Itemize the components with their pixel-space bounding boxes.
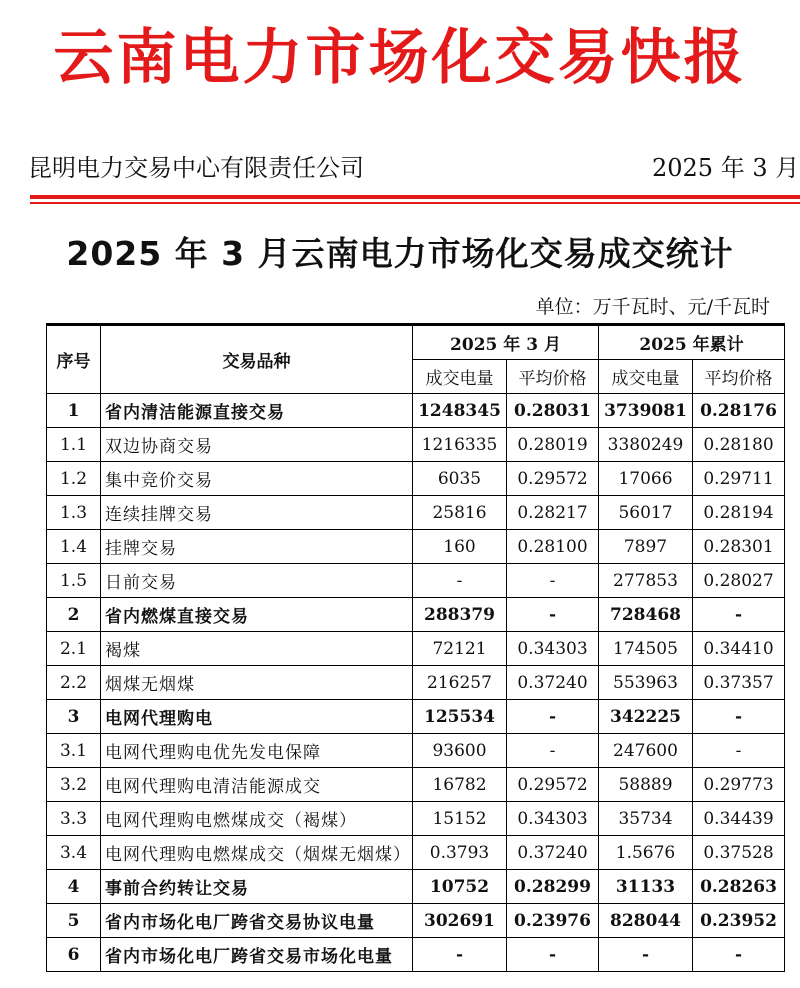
- statistics-table: [46, 323, 785, 972]
- row-name: 电网代理购电燃煤成交（褐煤）: [101, 802, 413, 836]
- row-name: 省内燃煤直接交易: [101, 598, 413, 632]
- row-month-price: 0.34303: [507, 802, 599, 836]
- row-month-volume: 15152: [413, 802, 507, 836]
- header-month-volume: 成交电量: [413, 360, 507, 394]
- row-month-volume: 125534: [413, 700, 507, 734]
- row-ytd-price: 0.28027: [693, 564, 785, 598]
- row-name: 连续挂牌交易: [101, 496, 413, 530]
- row-seq: 1: [47, 394, 101, 428]
- issue-date: 2025 年 3 月: [652, 154, 800, 182]
- header-rule-thin: [30, 202, 800, 204]
- row-seq: 3.4: [47, 836, 101, 870]
- row-name: 褐煤: [101, 632, 413, 666]
- row-name: 省内清洁能源直接交易: [101, 394, 413, 428]
- table-row: [47, 462, 785, 496]
- row-ytd-price: 0.29773: [693, 768, 785, 802]
- row-month-volume: 6035: [413, 462, 507, 496]
- row-month-volume: 1248345: [413, 394, 507, 428]
- row-name: 双边协商交易: [101, 428, 413, 462]
- row-ytd-volume: 1.5676: [599, 836, 693, 870]
- issuer-name: 昆明电力交易中心有限责任公司: [28, 154, 364, 182]
- row-ytd-volume: 553963: [599, 666, 693, 700]
- row-ytd-volume: 342225: [599, 700, 693, 734]
- row-ytd-volume: 247600: [599, 734, 693, 768]
- row-ytd-volume: 828044: [599, 904, 693, 938]
- row-seq: 1.5: [47, 564, 101, 598]
- header-ytd-price: 平均价格: [693, 360, 785, 394]
- table-body: [47, 394, 785, 972]
- row-ytd-price: 0.37357: [693, 666, 785, 700]
- row-month-price: -: [507, 734, 599, 768]
- table-row: [47, 598, 785, 632]
- row-name: 烟煤无烟煤: [101, 666, 413, 700]
- table-row: [47, 768, 785, 802]
- row-month-price: 0.37240: [507, 666, 599, 700]
- row-month-volume: 10752: [413, 870, 507, 904]
- row-month-volume: 216257: [413, 666, 507, 700]
- row-seq: 1.1: [47, 428, 101, 462]
- row-ytd-volume: -: [599, 938, 693, 972]
- row-month-volume: 302691: [413, 904, 507, 938]
- row-month-volume: -: [413, 564, 507, 598]
- row-seq: 2.2: [47, 666, 101, 700]
- row-month-price: 0.28019: [507, 428, 599, 462]
- table-row: [47, 428, 785, 462]
- row-name: 省内市场化电厂跨省交易协议电量: [101, 904, 413, 938]
- row-name: 事前合约转让交易: [101, 870, 413, 904]
- row-month-price: -: [507, 700, 599, 734]
- header-name: 交易品种: [101, 325, 413, 394]
- table-row: [47, 870, 785, 904]
- table-row: [47, 734, 785, 768]
- row-ytd-price: 0.34410: [693, 632, 785, 666]
- row-ytd-volume: 174505: [599, 632, 693, 666]
- row-month-price: 0.34303: [507, 632, 599, 666]
- table-row: [47, 564, 785, 598]
- row-name: 电网代理购电: [101, 700, 413, 734]
- row-name: 日前交易: [101, 564, 413, 598]
- row-ytd-price: 0.28176: [693, 394, 785, 428]
- table-row: [47, 904, 785, 938]
- row-ytd-volume: 277853: [599, 564, 693, 598]
- row-month-price: 0.28299: [507, 870, 599, 904]
- header-month-price: 平均价格: [507, 360, 599, 394]
- row-ytd-price: 0.37528: [693, 836, 785, 870]
- table-row: [47, 496, 785, 530]
- row-month-price: 0.28031: [507, 394, 599, 428]
- row-month-price: -: [507, 598, 599, 632]
- row-ytd-price: 0.29711: [693, 462, 785, 496]
- row-ytd-price: 0.28301: [693, 530, 785, 564]
- row-month-volume: 288379: [413, 598, 507, 632]
- row-ytd-volume: 3380249: [599, 428, 693, 462]
- row-seq: 3.1: [47, 734, 101, 768]
- row-ytd-price: -: [693, 734, 785, 768]
- table-row: [47, 666, 785, 700]
- row-month-price: 0.28217: [507, 496, 599, 530]
- header-seq: 序号: [47, 325, 101, 394]
- row-month-price: -: [507, 938, 599, 972]
- row-name: 集中竞价交易: [101, 462, 413, 496]
- row-name: 电网代理购电清洁能源成交: [101, 768, 413, 802]
- header-group-ytd: 2025 年累计: [599, 325, 785, 360]
- row-ytd-price: 0.28180: [693, 428, 785, 462]
- row-month-volume: -: [413, 938, 507, 972]
- row-ytd-price: 0.34439: [693, 802, 785, 836]
- header-ytd-volume: 成交电量: [599, 360, 693, 394]
- row-name: 电网代理购电优先发电保障: [101, 734, 413, 768]
- row-ytd-volume: 17066: [599, 462, 693, 496]
- masthead-title: 云南电力市场化交易快报: [53, 23, 747, 93]
- table-row: [47, 632, 785, 666]
- row-month-price: 0.29572: [507, 768, 599, 802]
- row-month-volume: 16782: [413, 768, 507, 802]
- row-ytd-volume: 31133: [599, 870, 693, 904]
- row-month-volume: 25816: [413, 496, 507, 530]
- row-seq: 1.3: [47, 496, 101, 530]
- row-seq: 3.2: [47, 768, 101, 802]
- report-title: 2025 年 3 月云南电力市场化交易成交统计: [66, 234, 734, 273]
- row-ytd-volume: 7897: [599, 530, 693, 564]
- row-name: 省内市场化电厂跨省交易市场化电量: [101, 938, 413, 972]
- row-ytd-price: -: [693, 700, 785, 734]
- row-ytd-volume: 728468: [599, 598, 693, 632]
- table-row: [47, 938, 785, 972]
- row-ytd-price: -: [693, 598, 785, 632]
- table-row: [47, 700, 785, 734]
- row-ytd-price: -: [693, 938, 785, 972]
- table-row: [47, 530, 785, 564]
- row-seq: 1.2: [47, 462, 101, 496]
- row-ytd-price: 0.28194: [693, 496, 785, 530]
- row-month-volume: 0.3793: [413, 836, 507, 870]
- row-month-price: 0.37240: [507, 836, 599, 870]
- row-month-volume: 72121: [413, 632, 507, 666]
- row-seq: 4: [47, 870, 101, 904]
- row-month-volume: 93600: [413, 734, 507, 768]
- row-month-price: 0.29572: [507, 462, 599, 496]
- row-ytd-volume: 3739081: [599, 394, 693, 428]
- row-seq: 1.4: [47, 530, 101, 564]
- row-seq: 2: [47, 598, 101, 632]
- row-seq: 5: [47, 904, 101, 938]
- row-month-volume: 1216335: [413, 428, 507, 462]
- row-ytd-volume: 56017: [599, 496, 693, 530]
- row-ytd-price: 0.28263: [693, 870, 785, 904]
- row-seq: 3: [47, 700, 101, 734]
- row-ytd-volume: 35734: [599, 802, 693, 836]
- row-month-price: 0.28100: [507, 530, 599, 564]
- header-group-month: 2025 年 3 月: [413, 325, 599, 360]
- row-seq: 2.1: [47, 632, 101, 666]
- row-seq: 3.3: [47, 802, 101, 836]
- table-row: [47, 802, 785, 836]
- row-name: 电网代理购电燃煤成交（烟煤无烟煤）: [101, 836, 413, 870]
- unit-note: 单位：万千瓦时、元/千瓦时: [535, 296, 770, 318]
- table-row: [47, 394, 785, 428]
- table-row: [47, 836, 785, 870]
- header-rule-thick: [30, 195, 800, 199]
- row-ytd-price: 0.23952: [693, 904, 785, 938]
- row-month-price: -: [507, 564, 599, 598]
- row-month-price: 0.23976: [507, 904, 599, 938]
- row-ytd-volume: 58889: [599, 768, 693, 802]
- row-name: 挂牌交易: [101, 530, 413, 564]
- row-seq: 6: [47, 938, 101, 972]
- row-month-volume: 160: [413, 530, 507, 564]
